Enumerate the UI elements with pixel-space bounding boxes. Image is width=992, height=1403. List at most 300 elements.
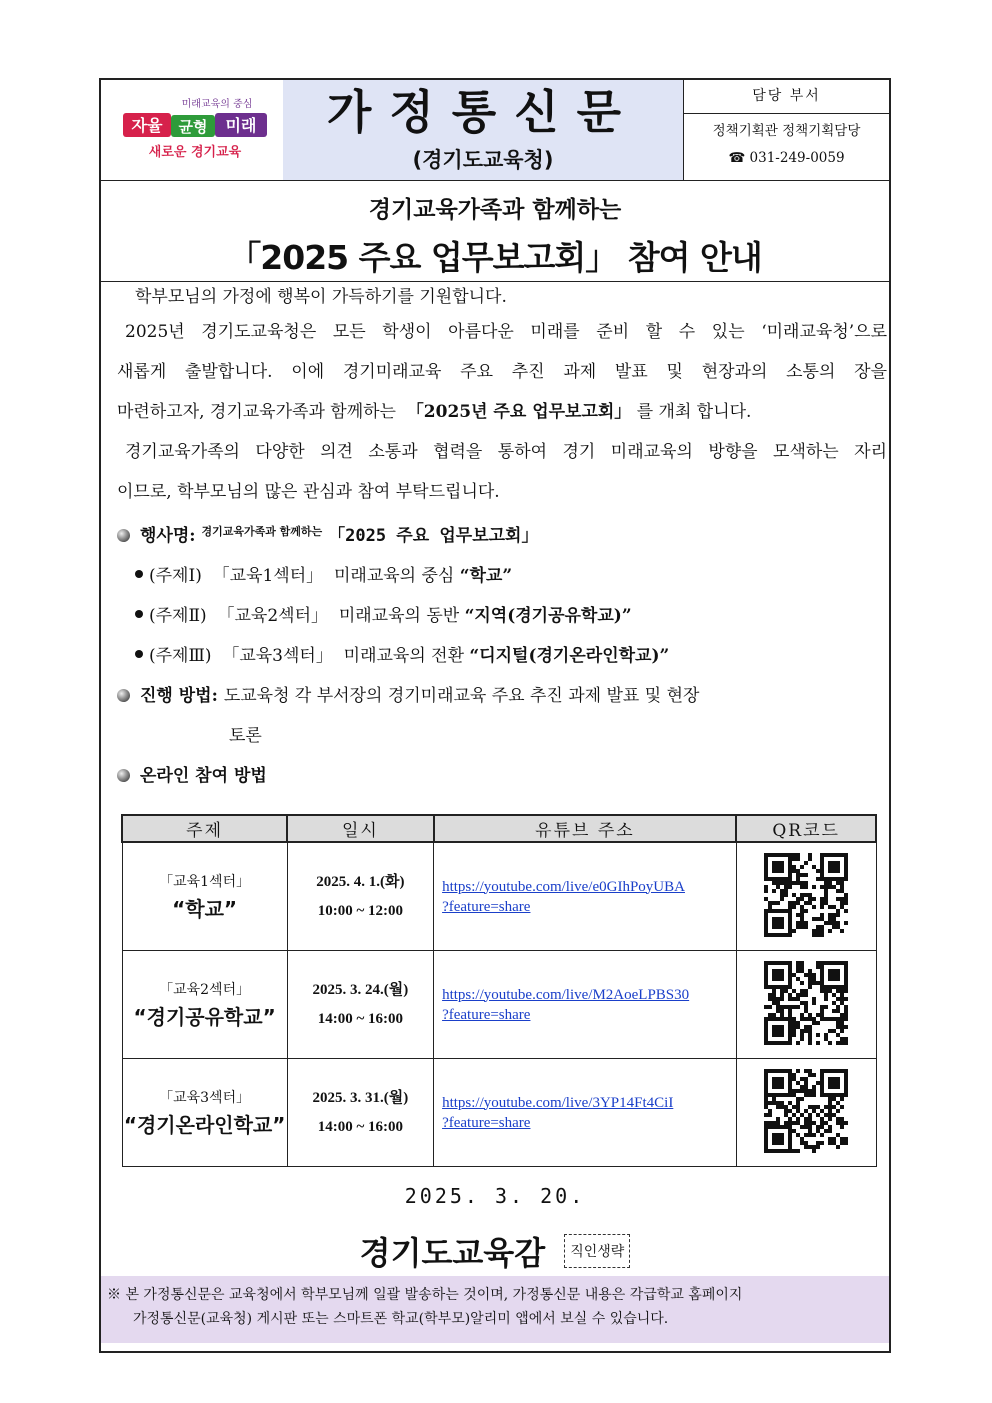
qr-module — [812, 981, 816, 985]
qr-module — [780, 1141, 784, 1145]
qr-module — [776, 921, 780, 925]
qr-module — [824, 997, 828, 1001]
online-label: 온라인 참여 방법 — [140, 766, 267, 786]
qr-module — [800, 881, 804, 885]
qr-module — [772, 997, 776, 1001]
qr-module — [840, 881, 844, 885]
qr-module — [768, 993, 772, 997]
qr-module — [812, 977, 816, 981]
qr-module — [772, 921, 776, 925]
qr-module — [844, 1137, 848, 1141]
qr-module — [792, 997, 796, 1001]
url-line[interactable]: https://youtube.com/live/3YP14Ft4CiI — [442, 1094, 674, 1111]
qr-module — [812, 865, 816, 869]
intro-segment: 마련하고자, 경기교육가족과 함께하는 — [117, 402, 396, 422]
qr-module — [788, 901, 792, 905]
qr-module — [820, 901, 824, 905]
qr-module — [768, 901, 772, 905]
qr-module — [808, 1037, 812, 1041]
qr-module — [792, 1025, 796, 1029]
qr-module — [768, 961, 772, 965]
row-date: 2025. 4. 1.(화) — [316, 873, 405, 890]
qr-module — [828, 1113, 832, 1117]
intro-line: 학부모님의 가정에 행복이 가득하기를 기원합니다. — [135, 287, 507, 307]
qr-module — [780, 869, 784, 873]
topic-keyword: “디지털(경기온라인학교)” — [469, 646, 670, 666]
qr-module — [788, 1017, 792, 1021]
qr-module — [820, 865, 824, 869]
youtube-link[interactable] — [434, 951, 737, 1059]
qr-module — [788, 1069, 792, 1073]
qr-module — [788, 1121, 792, 1125]
qr-module — [836, 877, 840, 881]
url-line[interactable]: ?feature=share — [442, 898, 531, 915]
qr-module — [792, 1121, 796, 1125]
qr-module — [832, 993, 836, 997]
qr-module — [792, 1089, 796, 1093]
qr-module — [840, 989, 844, 993]
qr-module — [804, 1029, 808, 1033]
qr-module — [812, 885, 816, 889]
qr-module — [804, 893, 808, 897]
qr-module — [836, 1085, 840, 1089]
qr-module — [764, 869, 768, 873]
qr-module — [792, 1077, 796, 1081]
qr-module — [784, 989, 788, 993]
qr-module — [788, 1013, 792, 1017]
qr-module — [812, 933, 816, 937]
qr-module — [840, 1029, 844, 1033]
qr-module — [804, 881, 808, 885]
page-title: 가정통신문 — [326, 85, 640, 139]
qr-module — [804, 1017, 808, 1021]
qr-module — [828, 989, 832, 993]
qr-module — [776, 1085, 780, 1089]
qr-module — [772, 889, 776, 893]
qr-module — [816, 1021, 820, 1025]
qr-module — [816, 1113, 820, 1117]
footnote-line-1: ※ 본 가정통신문은 교육청에서 학부모님께 일괄 발송하는 것이며, 가정통신문 내용은 각급학교 홈페이지 — [107, 1287, 743, 1303]
qr-module — [820, 1125, 824, 1129]
qr-module — [780, 1017, 784, 1021]
qr-module — [784, 881, 788, 885]
qr-module — [780, 1029, 784, 1033]
qr-module — [772, 1013, 776, 1017]
row-date: 2025. 3. 24.(월) — [312, 981, 409, 998]
qr-module — [772, 901, 776, 905]
qr-module — [788, 933, 792, 937]
qr-module — [804, 973, 808, 977]
qr-module — [800, 965, 804, 969]
topic-tag: (주제Ⅲ) — [149, 646, 212, 666]
qr-module — [828, 1069, 832, 1073]
qr-module — [776, 1029, 780, 1033]
qr-module — [776, 1141, 780, 1145]
qr-module — [788, 865, 792, 869]
qr-module — [828, 1029, 832, 1033]
topic-item — [117, 596, 887, 636]
qr-module — [780, 861, 784, 865]
qr-module — [800, 913, 804, 917]
qr-module — [764, 1033, 768, 1037]
logo-graphic — [101, 80, 283, 180]
qr-module — [796, 897, 800, 901]
qr-module — [824, 961, 828, 965]
qr-module — [828, 1097, 832, 1101]
url-line[interactable]: https://youtube.com/live/M2AoeLPBS30 — [442, 986, 690, 1003]
qr-module — [772, 1097, 776, 1101]
qr-module — [780, 853, 784, 857]
qr-module — [832, 865, 836, 869]
qr-module — [828, 853, 832, 857]
qr-module — [792, 973, 796, 977]
qr-module — [800, 989, 804, 993]
qr-module — [776, 1009, 780, 1013]
qr-module — [776, 1005, 780, 1009]
qr-module — [836, 897, 840, 901]
qr-module — [812, 1085, 816, 1089]
qr-module — [788, 1025, 792, 1029]
qr-module — [828, 1017, 832, 1021]
qr-module — [788, 929, 792, 933]
qr-module — [764, 1005, 768, 1009]
qr-module — [772, 861, 776, 865]
qr-module — [796, 1025, 800, 1029]
qr-module — [820, 973, 824, 977]
qr-module — [820, 1085, 824, 1089]
qr-module — [808, 1029, 812, 1033]
qr-module — [764, 965, 768, 969]
qr-module — [764, 1077, 768, 1081]
qr-module — [844, 989, 848, 993]
logo-tagline: 미래교육의 중심 — [181, 99, 253, 110]
qr-module — [768, 1069, 772, 1073]
qr-module — [768, 1149, 772, 1153]
qr-module — [804, 1009, 808, 1013]
logo-word-2: 균형 — [178, 118, 208, 136]
qr-module — [776, 997, 780, 1001]
qr-module — [776, 1125, 780, 1129]
qr-module — [828, 1125, 832, 1129]
qr-module — [780, 1101, 784, 1105]
qr-module — [792, 1029, 796, 1033]
url-line[interactable]: https://youtube.com/live/e0GIhPoyUBA — [442, 878, 685, 895]
qr-module — [840, 929, 844, 933]
qr-module — [784, 889, 788, 893]
youtube-link[interactable] — [434, 1059, 737, 1167]
qr-module — [808, 1069, 812, 1073]
dot-icon — [135, 570, 143, 578]
qr-module — [788, 921, 792, 925]
qr-module — [828, 905, 832, 909]
department-label: 담당 부서 — [684, 80, 889, 114]
qr-module — [792, 1073, 796, 1077]
qr-module — [828, 929, 832, 933]
qr-module — [788, 881, 792, 885]
qr-module — [772, 877, 776, 881]
qr-module — [780, 1025, 784, 1029]
qr-module — [764, 873, 768, 877]
qr-module — [836, 865, 840, 869]
qr-module — [844, 861, 848, 865]
qr-module — [844, 965, 848, 969]
qr-module — [832, 1093, 836, 1097]
qr-module — [808, 897, 812, 901]
qr-module — [804, 901, 808, 905]
qr-module — [764, 1021, 768, 1025]
qr-module — [780, 1041, 784, 1045]
qr-module — [796, 977, 800, 981]
qr-module — [800, 1089, 804, 1093]
qr-module — [780, 997, 784, 1001]
qr-module — [796, 965, 800, 969]
qr-module — [772, 1125, 776, 1129]
qr-module — [832, 973, 836, 977]
qr-module — [844, 865, 848, 869]
signer-name: 경기도교육감 — [359, 1234, 546, 1272]
qr-module — [844, 1069, 848, 1073]
qr-module — [832, 1085, 836, 1089]
qr-module — [844, 853, 848, 857]
qr-code-icon[interactable] — [764, 853, 848, 937]
department-box — [684, 80, 889, 180]
qr-module — [816, 1125, 820, 1129]
qr-module — [788, 905, 792, 909]
qr-module — [772, 1077, 776, 1081]
qr-module — [792, 1017, 796, 1021]
qr-module — [772, 1025, 776, 1029]
qr-module — [836, 1017, 840, 1021]
qr-module — [800, 1085, 804, 1089]
qr-module — [832, 1001, 836, 1005]
qr-module — [824, 885, 828, 889]
qr-module — [816, 1105, 820, 1109]
qr-module — [836, 961, 840, 965]
qr-module — [776, 909, 780, 913]
qr-module — [796, 1069, 800, 1073]
qr-module — [828, 969, 832, 973]
qr-module — [772, 973, 776, 977]
qr-module — [836, 969, 840, 973]
qr-module — [820, 1121, 824, 1125]
qr-module — [796, 1149, 800, 1153]
qr-module — [840, 1137, 844, 1141]
qr-module — [804, 1125, 808, 1129]
qr-module — [788, 869, 792, 873]
qr-module — [796, 921, 800, 925]
qr-module — [792, 1093, 796, 1097]
qr-module — [840, 897, 844, 901]
qr-module — [780, 881, 784, 885]
logo — [101, 80, 284, 180]
qr-module — [828, 913, 832, 917]
qr-module — [840, 985, 844, 989]
qr-module — [768, 997, 772, 1001]
method-text-cont: 토론 — [229, 726, 262, 746]
qr-module — [832, 1077, 836, 1081]
qr-module — [816, 929, 820, 933]
qr-module — [836, 1077, 840, 1081]
qr-module — [764, 897, 768, 901]
qr-module — [776, 1025, 780, 1029]
qr-module — [808, 981, 812, 985]
qr-module — [800, 1097, 804, 1101]
qr-module — [764, 985, 768, 989]
qr-module — [788, 1005, 792, 1009]
qr-module — [836, 1093, 840, 1097]
qr-module — [776, 961, 780, 965]
qr-module — [784, 1121, 788, 1125]
row-sector: 「교육1섹터」 — [159, 874, 251, 890]
qr-module — [844, 1141, 848, 1145]
qr-module — [832, 969, 836, 973]
qr-module — [800, 885, 804, 889]
qr-module — [844, 1009, 848, 1013]
qr-module — [808, 853, 812, 857]
qr-module — [832, 1009, 836, 1013]
qr-module — [788, 1009, 792, 1013]
qr-module — [800, 961, 804, 965]
qr-module — [780, 1149, 784, 1153]
qr-module — [840, 1025, 844, 1029]
qr-module — [836, 1109, 840, 1113]
qr-module — [788, 1101, 792, 1105]
qr-module — [808, 1113, 812, 1117]
qr-module — [828, 869, 832, 873]
qr-module — [816, 1033, 820, 1037]
qr-module — [796, 853, 800, 857]
qr-module — [780, 1009, 784, 1013]
qr-module — [820, 905, 824, 909]
qr-module — [816, 981, 820, 985]
qr-module — [772, 869, 776, 873]
qr-module — [804, 1121, 808, 1125]
qr-module — [772, 865, 776, 869]
qr-module — [768, 1017, 772, 1021]
url-line[interactable]: ?feature=share — [442, 1114, 531, 1131]
qr-code-icon[interactable] — [764, 1069, 848, 1153]
headline-line-2: 「2025 주요 업무보고회」 참여 안내 — [228, 238, 762, 277]
table-row — [122, 951, 876, 1059]
qr-module — [768, 1005, 772, 1009]
qr-module — [808, 1105, 812, 1109]
qr-module — [784, 1113, 788, 1117]
qr-module — [816, 933, 820, 937]
qr-code-icon[interactable] — [764, 961, 848, 1045]
qr-module — [808, 1133, 812, 1137]
qr-module — [812, 897, 816, 901]
qr-module — [772, 969, 776, 973]
qr-module — [828, 917, 832, 921]
qr-module — [824, 1113, 828, 1117]
qr-module — [796, 1089, 800, 1093]
qr-module — [832, 1113, 836, 1117]
qr-module — [808, 1033, 812, 1037]
qr-module — [804, 1081, 808, 1085]
qr-module — [788, 1117, 792, 1121]
qr-module — [776, 869, 780, 873]
qr-module — [788, 1033, 792, 1037]
qr-module — [764, 1133, 768, 1137]
youtube-link[interactable] — [434, 842, 737, 951]
qr-module — [776, 985, 780, 989]
qr-module — [808, 1041, 812, 1045]
qr-module — [836, 1145, 840, 1149]
qr-module — [784, 1093, 788, 1097]
qr-module — [792, 1021, 796, 1025]
qr-module — [832, 1105, 836, 1109]
qr-module — [824, 1033, 828, 1037]
qr-module — [796, 913, 800, 917]
qr-module — [792, 1033, 796, 1037]
qr-module — [808, 1093, 812, 1097]
qr-module — [832, 885, 836, 889]
qr-module — [844, 977, 848, 981]
qr-module — [824, 1005, 828, 1009]
qr-module — [772, 1121, 776, 1125]
qr-module — [764, 917, 768, 921]
qr-module — [812, 1017, 816, 1021]
qr-module — [824, 1105, 828, 1109]
qr-module — [776, 865, 780, 869]
qr-module — [788, 925, 792, 929]
qr-module — [808, 1025, 812, 1029]
intro-line: 2025년 경기도교육청은 모든 학생이 아름다운 미래를 준비 할 수 있는 ‘미래교육청’으로 — [125, 322, 887, 342]
qr-module — [768, 905, 772, 909]
row-topic: “경기온라인학교” — [123, 1113, 286, 1137]
qr-module — [828, 1141, 832, 1145]
qr-module — [812, 997, 816, 1001]
header — [101, 80, 889, 181]
qr-module — [844, 1013, 848, 1017]
qr-module — [804, 861, 808, 865]
intro-line: 경기교육가족의 다양한 의견 소통과 협력을 통하여 경기 미래교육의 방향을 모색하는 자리 — [125, 442, 887, 462]
page-subtitle: (경기도교육청) — [412, 148, 554, 172]
qr-module — [844, 969, 848, 973]
qr-module — [796, 993, 800, 997]
qr-module — [780, 909, 784, 913]
qr-module — [776, 901, 780, 905]
qr-module — [824, 993, 828, 997]
qr-module — [820, 925, 824, 929]
qr-module — [836, 1033, 840, 1037]
qr-module — [844, 1093, 848, 1097]
qr-module — [836, 1021, 840, 1025]
qr-module — [788, 1133, 792, 1137]
qr-module — [840, 1121, 844, 1125]
qr-module — [828, 861, 832, 865]
qr-module — [788, 909, 792, 913]
qr-module — [784, 1017, 788, 1021]
qr-module — [840, 877, 844, 881]
topic-tag: (주제Ⅰ) — [149, 566, 202, 586]
qr-module — [800, 1013, 804, 1017]
qr-module — [820, 1117, 824, 1121]
qr-module — [828, 1109, 832, 1113]
bullet-icon — [117, 529, 130, 542]
qr-module — [820, 933, 824, 937]
qr-module — [764, 857, 768, 861]
qr-module — [844, 961, 848, 965]
qr-module — [840, 997, 844, 1001]
qr-module — [792, 929, 796, 933]
qr-module — [840, 1105, 844, 1109]
qr-module — [836, 1005, 840, 1009]
qr-module — [840, 901, 844, 905]
qr-module — [836, 869, 840, 873]
url-line[interactable]: ?feature=share — [442, 1006, 531, 1023]
bullet-icon — [117, 769, 130, 782]
